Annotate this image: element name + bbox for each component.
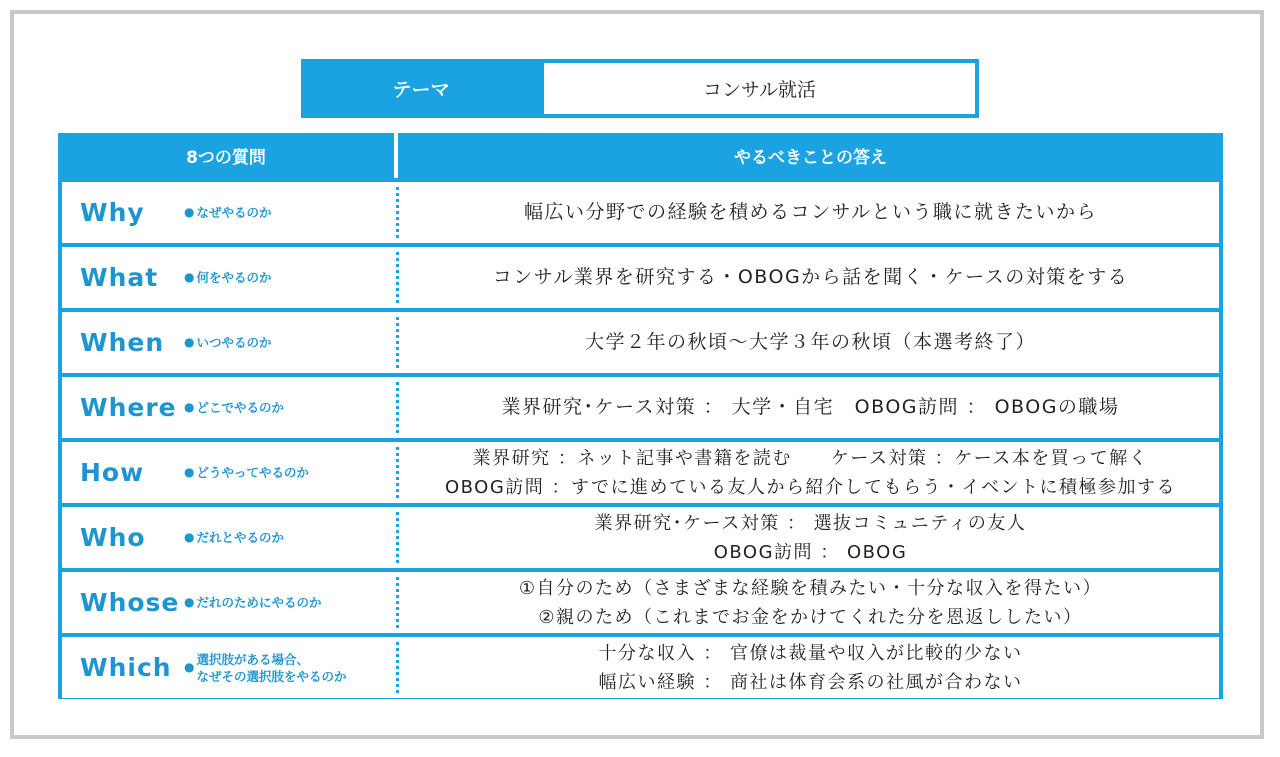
answer-line: コンサル業界を研究する・OBOGから話を聞く・ケースの対策をする [492,266,1129,288]
dotted-divider [396,187,399,238]
question-word: Why [80,198,145,227]
description-line: 何をやるのか [196,270,272,285]
description-line: どこでやるのか [196,400,284,415]
answer-cell [402,312,1219,373]
bullet-icon: ● [184,205,195,219]
question-description [184,442,309,503]
question-cell [62,637,394,698]
bullet-icon: ● [184,270,195,284]
answer-line: 業界研究･ケース対策 ： 大学・自宅 OBOG訪問 ： OBOGの職場 [501,396,1120,418]
description-lines [196,399,284,416]
answer-line: ②親のため（これまでお金をかけてくれた分を恩返ししたい） [538,606,1083,628]
question-cell [62,377,394,438]
answer-line: OBOG訪問 ：すでに進めている友人から紹介してもらう・イベントに積極参加する [444,476,1177,498]
table-row-why [62,182,1219,243]
answer-cell [402,182,1219,243]
table-row-whose [62,572,1219,633]
answer-cell [402,572,1219,633]
description-line: なぜその選択肢をやるのか [196,668,347,684]
description-line: いつやるのか [196,335,272,350]
dotted-divider [396,382,399,433]
dotted-divider [396,252,399,303]
question-cell [62,182,394,243]
table-row-which [62,637,1219,698]
answer-line: 十分な収入 ： 官僚は裁量や収入が比較的少ない [598,642,1023,664]
description-lines [196,204,271,221]
description-line: 選択肢がある場合、 [196,651,309,667]
question-word: Whose [80,588,180,617]
answer-cell [402,507,1219,568]
description-lines [196,651,346,685]
description-lines [196,464,309,481]
answer-line: 大学２年の秋頃～大学３年の秋頃（本選考終了） [584,331,1036,353]
question-description [184,572,322,633]
table-row-when [62,312,1219,373]
answer-line: OBOG訪問 ： OBOG [713,541,908,563]
description-line: どうやってやるのか [196,465,309,480]
description-lines [196,269,271,286]
question-description [184,312,272,373]
description-line: だれのためにやるのか [196,595,322,610]
answer-line: 業界研究･ケース対策 ： 選抜コミュニティの友人 [594,512,1027,534]
description-lines [196,529,284,546]
header-answers: やるべきことの答え [734,148,887,168]
question-cell [62,572,394,633]
answer-line: 幅広い経験 ： 商社は体育会系の社風が合わない [598,671,1023,693]
bullet-icon: ● [184,595,195,609]
question-description [184,637,347,698]
question-word: Where [80,393,177,422]
bullet-icon: ● [184,465,195,479]
answer-line: 幅広い分野での経験を積めるコンサルという職に就きたいから [523,201,1098,223]
question-word: When [80,328,165,357]
dotted-divider [396,512,399,563]
dotted-divider [396,317,399,368]
answer-cell [402,637,1219,698]
question-word: Who [80,523,146,552]
table-row-what [62,247,1219,308]
theme-header [301,59,979,118]
answer-line: ①自分のため（さまざまな経験を積みたい・十分な収入を得たい） [518,577,1103,599]
description-lines [196,334,271,351]
bullet-icon: ● [184,335,195,349]
question-cell [62,507,394,568]
bullet-icon: ● [184,530,195,544]
dotted-divider [396,577,399,628]
question-description [184,247,272,308]
dotted-divider [396,642,399,693]
question-cell [62,442,394,503]
question-word: How [80,458,145,487]
question-word: What [80,263,159,292]
bullet-icon: ● [184,660,195,674]
question-description [184,182,272,243]
bullet-icon: ● [184,400,195,414]
answer-cell [402,442,1219,503]
dotted-divider [396,447,399,498]
description-lines [196,594,321,611]
table-row-who [62,507,1219,568]
theme-value: コンサル就活 [544,63,975,114]
question-cell [62,247,394,308]
table-row-where [62,377,1219,438]
question-description [184,507,284,568]
answer-cell [402,247,1219,308]
header-questions: 8つの質問 [186,148,266,168]
answer-line: 業界研究 ：ネット記事や書籍を読む ケース対策 ：ケース本を買って解く [472,447,1149,469]
description-line: なぜやるのか [196,205,272,220]
answer-cell [402,377,1219,438]
question-cell [62,312,394,373]
theme-label: テーマ [392,79,450,101]
question-description [184,377,284,438]
question-word: Which [80,653,172,682]
questions-table [58,133,1223,699]
table-row-how [62,442,1219,503]
description-line: だれとやるのか [196,530,284,545]
